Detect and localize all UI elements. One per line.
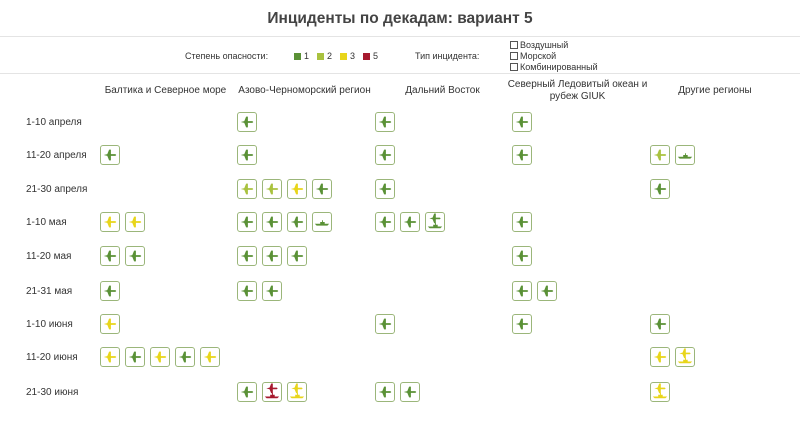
divider-top xyxy=(0,36,800,37)
incident-air-sev1 xyxy=(375,179,395,199)
incident-air-sev1 xyxy=(512,112,532,132)
incident-air-sev1 xyxy=(400,212,420,232)
severity-legend-item-5: 5 xyxy=(363,51,378,61)
incident-air-sev1 xyxy=(237,281,257,301)
severity-swatch xyxy=(363,53,370,60)
plane-icon xyxy=(101,348,119,366)
plane-icon xyxy=(101,282,119,300)
plane-icon xyxy=(238,383,256,401)
incident-air-sev1 xyxy=(237,145,257,165)
plane-icon xyxy=(376,213,394,231)
incident-air-sev1 xyxy=(125,347,145,367)
incident-air-sev2 xyxy=(237,179,257,199)
incident-air-sev1 xyxy=(375,382,395,402)
plane-icon xyxy=(313,180,331,198)
incident-air-sev1 xyxy=(375,145,395,165)
column-header-azov: Азово-Черноморский регион xyxy=(238,85,371,96)
incident-air-sev1 xyxy=(262,246,282,266)
incident-combined-sev3 xyxy=(675,347,695,367)
incident-air-sev3 xyxy=(200,347,220,367)
incident-air-sev1 xyxy=(375,314,395,334)
incident-combined-sev3 xyxy=(287,382,307,402)
incident-air-sev1 xyxy=(512,281,532,301)
plane-icon xyxy=(376,383,394,401)
incident-sea-sev1 xyxy=(675,145,695,165)
plane-icon xyxy=(513,146,531,164)
plane-icon xyxy=(513,315,531,333)
plane-icon xyxy=(263,247,281,265)
plane-icon xyxy=(263,282,281,300)
plane-icon xyxy=(263,180,281,198)
plane-icon xyxy=(376,315,394,333)
plane-icon xyxy=(201,348,219,366)
severity-swatch xyxy=(340,53,347,60)
incident-air-sev1 xyxy=(100,246,120,266)
plane-icon xyxy=(288,247,306,265)
plane-icon xyxy=(376,113,394,131)
combined-icon xyxy=(651,383,669,401)
plane-icon xyxy=(101,213,119,231)
plane-icon xyxy=(513,282,531,300)
incident-air-sev1 xyxy=(237,382,257,402)
plane-icon xyxy=(238,113,256,131)
combined-icon xyxy=(263,383,281,401)
incident-combined-sev3 xyxy=(650,382,670,402)
incident-air-sev1 xyxy=(237,246,257,266)
incident-air-sev1 xyxy=(237,112,257,132)
plane-icon xyxy=(538,282,556,300)
incident-air-sev2 xyxy=(262,179,282,199)
incident-air-sev3 xyxy=(150,347,170,367)
row-label: 11-20 июня xyxy=(26,352,78,363)
combined-icon xyxy=(288,383,306,401)
row-label: 11-20 мая xyxy=(26,251,72,262)
plane-icon xyxy=(513,213,531,231)
plane-icon xyxy=(126,213,144,231)
incident-air-sev1 xyxy=(175,347,195,367)
column-header-baltic: Балтика и Северное море xyxy=(104,85,227,96)
ship-icon xyxy=(313,213,331,231)
type-legend-air: Воздушный xyxy=(510,40,568,50)
incident-air-sev1 xyxy=(375,112,395,132)
plane-icon xyxy=(126,247,144,265)
plane-icon xyxy=(510,41,518,49)
incident-air-sev3 xyxy=(650,347,670,367)
severity-legend-item-1: 1 xyxy=(294,51,309,61)
column-header-arctic: Северный Ледовитый океан и рубеж GIUK xyxy=(507,79,648,102)
plane-icon xyxy=(238,247,256,265)
incident-air-sev1 xyxy=(375,212,395,232)
plane-icon xyxy=(176,348,194,366)
severity-swatch xyxy=(294,53,301,60)
plane-icon xyxy=(101,247,119,265)
incident-air-sev1 xyxy=(512,212,532,232)
incident-combined-sev1 xyxy=(425,212,445,232)
plane-icon xyxy=(376,146,394,164)
plane-icon xyxy=(238,180,256,198)
type-legend-combined: Комбинированный xyxy=(510,62,598,72)
combined-icon xyxy=(426,213,444,231)
incident-air-sev1 xyxy=(125,246,145,266)
column-header-far-east: Дальний Восток xyxy=(405,85,480,96)
row-label: 21-30 июня xyxy=(26,387,79,398)
plane-icon xyxy=(401,213,419,231)
row-label: 11-20 апреля xyxy=(26,150,87,161)
severity-swatch xyxy=(317,53,324,60)
plane-icon xyxy=(513,113,531,131)
incident-air-sev3 xyxy=(100,314,120,334)
incident-combined-sev5 xyxy=(262,382,282,402)
plane-icon xyxy=(151,348,169,366)
incident-air-sev1 xyxy=(262,281,282,301)
plane-icon xyxy=(126,348,144,366)
row-label: 1-10 мая xyxy=(26,217,67,228)
plane-icon xyxy=(651,180,669,198)
column-header-other: Другие регионы xyxy=(678,85,752,96)
plane-icon xyxy=(238,146,256,164)
incident-air-sev3 xyxy=(287,179,307,199)
divider-legend xyxy=(0,73,800,74)
incident-air-sev1 xyxy=(262,212,282,232)
incident-air-sev1 xyxy=(312,179,332,199)
incident-air-sev3 xyxy=(100,212,120,232)
plane-icon xyxy=(651,315,669,333)
row-label: 1-10 июня xyxy=(26,319,73,330)
severity-legend-item-2: 2 xyxy=(317,51,332,61)
incident-air-sev3 xyxy=(125,212,145,232)
row-label: 21-30 апреля xyxy=(26,184,88,195)
plane-icon xyxy=(288,213,306,231)
row-label: 1-10 апреля xyxy=(26,117,82,128)
plane-icon xyxy=(651,348,669,366)
incident-air-sev1 xyxy=(400,382,420,402)
plane-icon xyxy=(288,180,306,198)
plane-icon xyxy=(651,146,669,164)
type-legend-sea: Морской xyxy=(510,51,556,61)
incident-air-sev1 xyxy=(512,246,532,266)
incident-air-sev1 xyxy=(650,179,670,199)
incident-air-sev2 xyxy=(650,145,670,165)
plane-icon xyxy=(238,282,256,300)
incident-air-sev1 xyxy=(650,314,670,334)
plane-icon xyxy=(513,247,531,265)
plane-icon xyxy=(376,180,394,198)
severity-legend-label: Степень опасности: xyxy=(185,51,269,61)
severity-legend-item-3: 3 xyxy=(340,51,355,61)
chart-title: Инциденты по декадам: вариант 5 xyxy=(267,10,533,27)
plane-icon xyxy=(101,146,119,164)
plane-icon xyxy=(401,383,419,401)
incident-air-sev1 xyxy=(537,281,557,301)
incident-air-sev1 xyxy=(287,212,307,232)
plane-icon xyxy=(101,315,119,333)
type-legend-label: Тип инцидента: xyxy=(415,51,480,61)
incident-air-sev3 xyxy=(100,347,120,367)
incident-air-sev1 xyxy=(100,145,120,165)
incident-sea-sev1 xyxy=(312,212,332,232)
plane-icon xyxy=(263,213,281,231)
incident-air-sev1 xyxy=(100,281,120,301)
ship-icon xyxy=(676,146,694,164)
incident-air-sev1 xyxy=(512,145,532,165)
incident-air-sev1 xyxy=(287,246,307,266)
incident-air-sev1 xyxy=(237,212,257,232)
row-label: 21-31 мая xyxy=(26,286,73,297)
ship-icon xyxy=(510,52,518,60)
combined-icon xyxy=(510,63,518,71)
combined-icon xyxy=(676,348,694,366)
incident-air-sev1 xyxy=(512,314,532,334)
plane-icon xyxy=(238,213,256,231)
